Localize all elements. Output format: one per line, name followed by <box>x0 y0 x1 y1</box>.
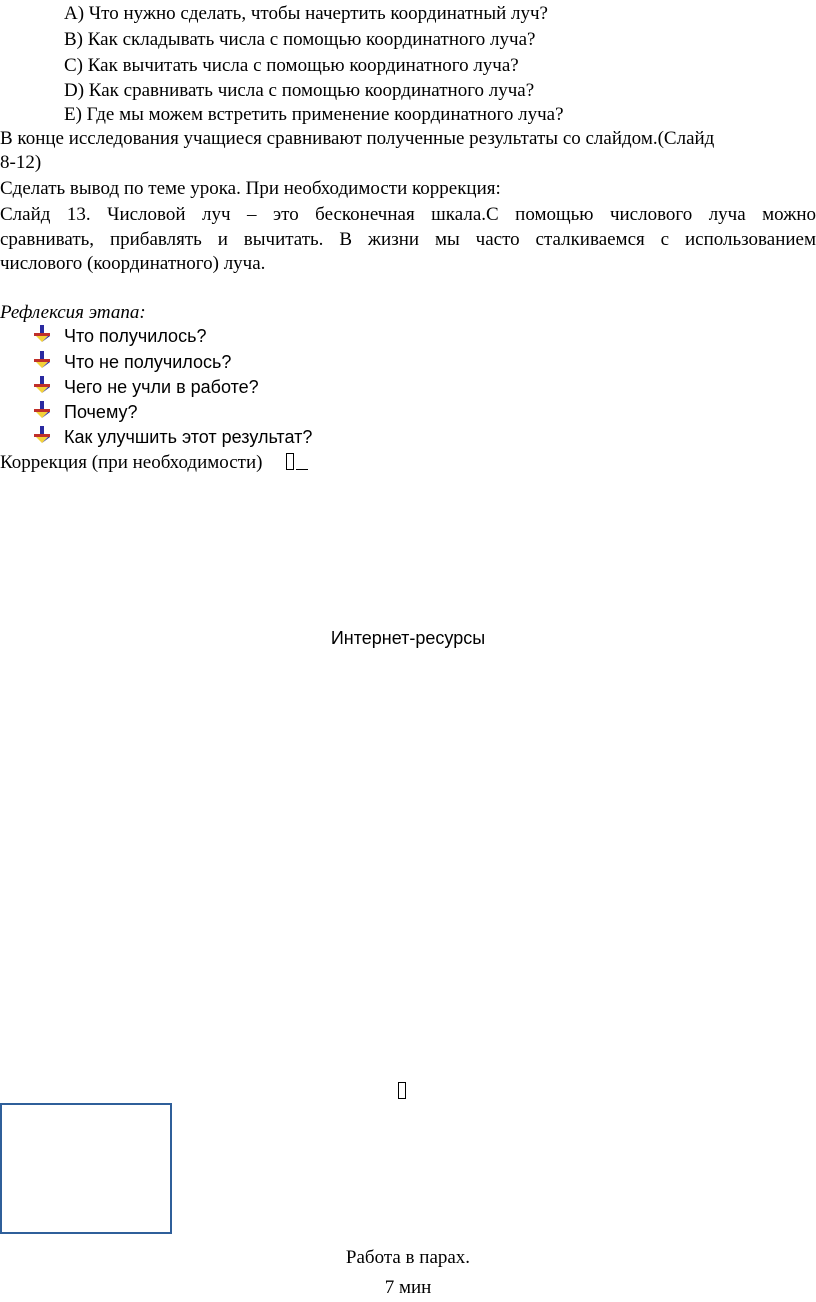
missing-glyph-icon <box>398 1082 406 1099</box>
missing-glyph-icon <box>286 453 294 470</box>
reflection-item: Чего не учли в работе? <box>64 377 259 397</box>
question-a: А) Что нужно сделать, чтобы начертить координатный луч? <box>64 3 548 24</box>
research-text-line2: 8-12) <box>0 152 42 173</box>
arrow-down-bullet-icon <box>33 426 51 444</box>
duration-text: 7 мин <box>384 1277 432 1298</box>
question-c: С) Как вычитать числа с помощью координатного луча? <box>64 55 519 76</box>
arrow-down-bullet-icon <box>33 376 51 394</box>
reflection-item: Почему? <box>64 402 138 422</box>
conclusion-text: Сделать вывод по теме урока. При необходимости коррекция: <box>0 178 501 199</box>
question-e: Е) Где мы можем встретить применение координатного луча? <box>64 104 564 125</box>
reflection-item: Как улучшить этот результат? <box>64 427 313 447</box>
empty-frame <box>0 1103 172 1234</box>
slide13-line3: числового (координатного) луча. <box>0 253 266 274</box>
question-d: D) Как сравнивать числа с помощью координатного луча? <box>64 80 535 101</box>
arrow-down-bullet-icon <box>33 401 51 419</box>
reflection-item: Что не получилось? <box>64 352 232 372</box>
reflection-title: Рефлексия этапа: <box>0 302 146 323</box>
question-b: В) Как складывать числа с помощью координатного луча? <box>64 29 536 50</box>
slide13-line2: сравнивать, прибавлять и вычитать. В жизни мы часто сталкиваемся с использованием <box>0 229 816 250</box>
research-text-line1: В конце исследования учащиеся сравнивают полученные результаты со слайдом.(Слайд <box>0 128 715 149</box>
arrow-down-bullet-icon <box>33 325 51 343</box>
slide13-line1: Слайд 13. Числовой луч – это бесконечная шкала.С помощью числового луча можно <box>0 204 816 225</box>
pair-work-text: Работа в парах. <box>345 1247 471 1268</box>
correction-text <box>0 451 308 475</box>
correction-label: Коррекция (при необходимости) <box>0 452 263 473</box>
underline-mark <box>296 455 308 470</box>
internet-resources-heading: Интернет-ресурсы <box>330 628 486 648</box>
reflection-item: Что получилось? <box>64 326 207 346</box>
arrow-down-bullet-icon <box>33 351 51 369</box>
